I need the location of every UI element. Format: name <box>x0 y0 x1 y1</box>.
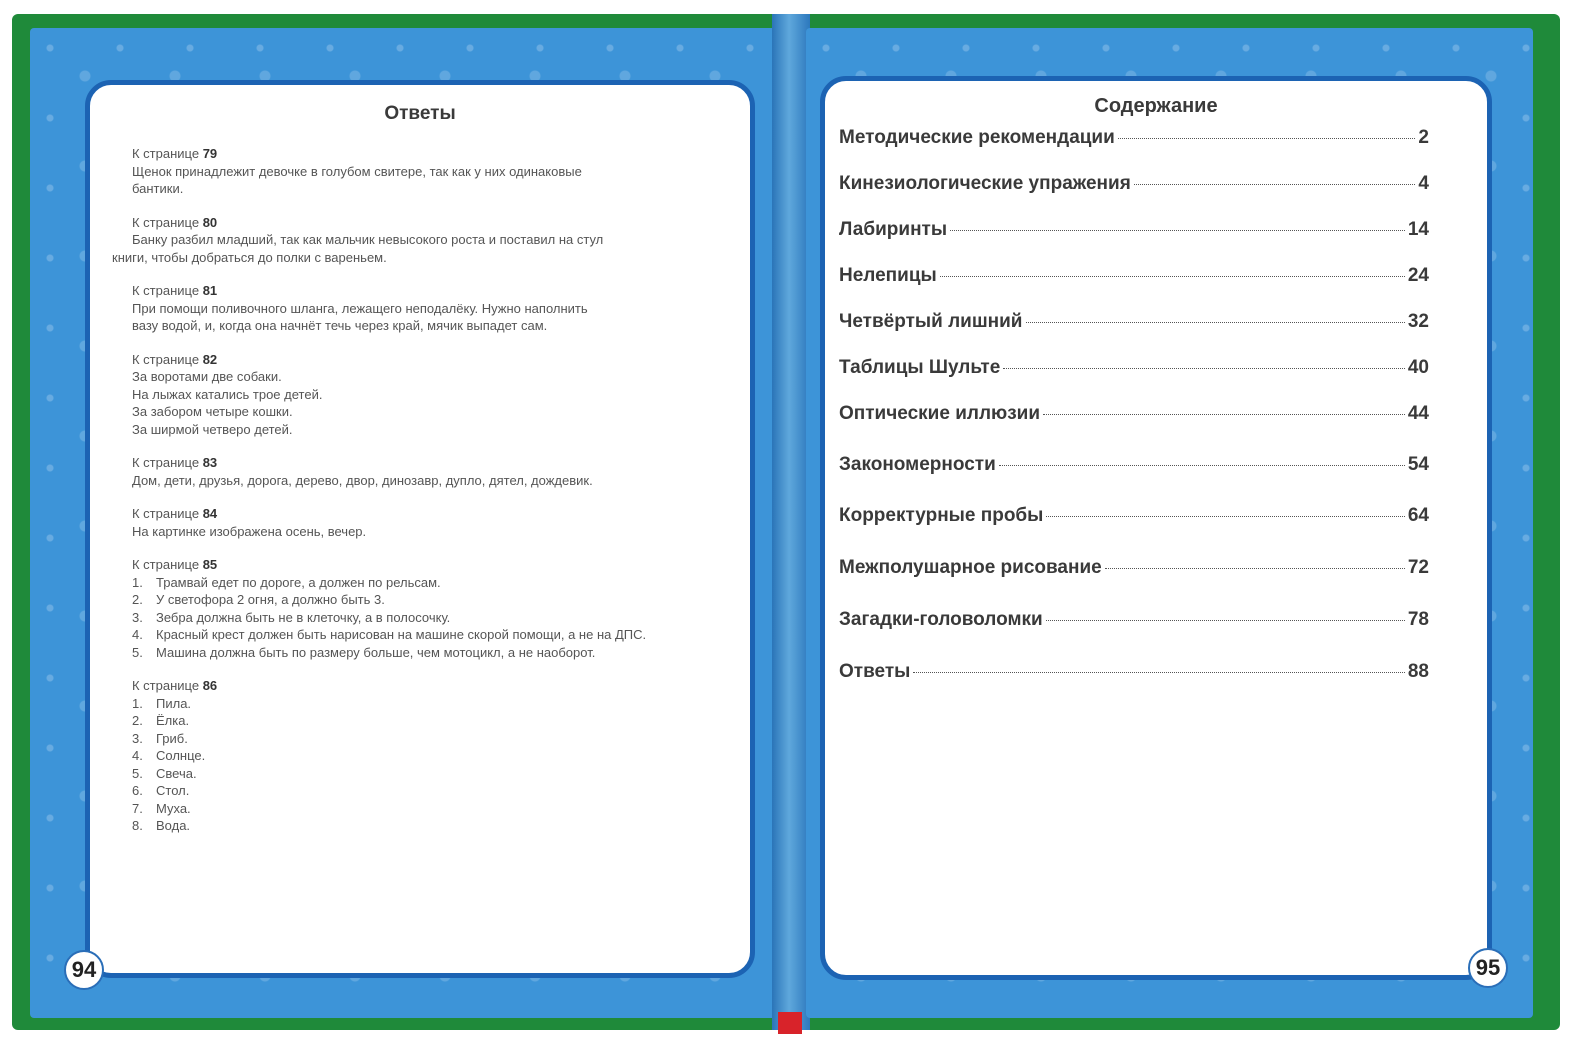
answer-line: За забором четыре кошки. <box>132 404 293 419</box>
answer-item-text: Стол. <box>156 783 190 798</box>
toc-dot-leader <box>950 230 1405 231</box>
toc-dot-leader <box>1134 184 1416 185</box>
toc-item-page: 54 <box>1407 454 1429 475</box>
answer-item-number: 5. <box>132 765 143 781</box>
answer-heading-label: К странице <box>132 678 203 693</box>
answers-title: Ответы <box>384 103 456 124</box>
answer-heading-page: 86 <box>202 678 218 693</box>
toc-dot-leader <box>1118 138 1416 139</box>
answer-item-text: Ёлка. <box>156 713 190 728</box>
toc-item-page: 40 <box>1407 357 1429 378</box>
answer-line: На лыжах катались трое детей. <box>132 386 323 402</box>
answer-heading <box>132 677 742 695</box>
toc-item-title: Закономерности <box>839 454 996 475</box>
answer-line: книги, чтобы добраться до полки с вареньем. <box>112 249 387 265</box>
answer-item-number: 7. <box>132 800 143 816</box>
answer-heading-label: К странице <box>132 283 203 298</box>
answer-item-number: 3. <box>132 730 143 746</box>
toc-item-title: Корректурные пробы <box>839 505 1044 526</box>
answer-line: При помощи поливочного шланга, лежащего неподалёку. Нужно наполнить <box>132 300 588 316</box>
right-page <box>806 28 1533 1018</box>
answer-list-item <box>132 644 742 662</box>
answer-line: Дом, дети, друзья, дорога, дерево, двор, динозавр, дупло, дятел, дождевик. <box>132 472 593 488</box>
toc-item-title: Методические рекомендации <box>839 127 1115 148</box>
toc-item[interactable] <box>839 311 1429 333</box>
toc-dot-leader <box>1043 414 1405 415</box>
toc-item-page: 64 <box>1407 505 1429 526</box>
answer-heading-label: К странице <box>132 146 203 161</box>
toc-item-title: Межполушарное рисование <box>839 557 1102 578</box>
toc-item-title: Ответы <box>839 661 911 682</box>
answer-line: За воротами две собаки. <box>132 369 282 384</box>
answer-heading-page: 82 <box>202 351 218 367</box>
toc-item-title: Оптические иллюзии <box>839 403 1041 424</box>
answer-line: вазу водой, и, когда она начнёт течь через край, мячик выпадет сам. <box>132 318 548 333</box>
answer-list-item <box>132 765 742 783</box>
toc-dot-leader <box>1046 620 1405 621</box>
answer-item-number: 4. <box>132 627 143 642</box>
answer-item-text: Солнце. <box>156 748 206 763</box>
answer-list-item <box>132 591 742 609</box>
toc-dot-leader <box>1003 368 1405 369</box>
answer-heading <box>132 282 742 300</box>
toc-item[interactable] <box>839 265 1429 287</box>
toc-item-page: 2 <box>1418 127 1429 148</box>
toc-item[interactable] <box>839 219 1429 241</box>
answer-heading-page: 85 <box>202 557 218 572</box>
toc-item-title: Нелепицы <box>839 265 937 286</box>
answer-heading-label: К странице <box>132 214 203 230</box>
toc-item-page: 72 <box>1407 557 1429 578</box>
answer-line: За ширмой четверо детей. <box>132 421 293 437</box>
toc-dot-leader <box>1046 516 1404 517</box>
answer-list-item <box>132 609 742 627</box>
answer-item-number: 1. <box>132 695 143 711</box>
toc-item[interactable] <box>839 403 1429 425</box>
page-number-left: 94 <box>64 950 104 990</box>
toc-item[interactable] <box>839 173 1429 195</box>
toc-dot-leader <box>1026 322 1405 323</box>
answer-line: Щенок принадлежит девочке в голубом свитере, так как у них одинаковые <box>132 163 582 179</box>
toc-item[interactable] <box>839 127 1429 149</box>
bookmark-ribbon <box>778 1012 802 1034</box>
contents-title: Содержание <box>1094 95 1218 117</box>
answer-heading-label: К странице <box>132 557 203 572</box>
answer-item-number: 5. <box>132 644 143 660</box>
answer-heading <box>132 214 742 232</box>
answer-block <box>132 556 742 661</box>
answer-heading <box>132 556 742 574</box>
toc-item-page: 24 <box>1407 265 1429 286</box>
answer-item-text: Пила. <box>156 695 192 711</box>
answer-block <box>132 505 742 540</box>
toc-dot-leader <box>1105 568 1405 569</box>
toc-item[interactable] <box>839 557 1429 579</box>
toc-item[interactable] <box>839 609 1429 631</box>
answer-item-number: 4. <box>132 748 143 763</box>
answer-list-item <box>132 626 742 644</box>
toc-item-page: 88 <box>1407 661 1429 682</box>
toc-item-title: Лабиринты <box>839 219 948 240</box>
answer-item-text: Гриб. <box>156 730 188 746</box>
answer-item-number: 6. <box>132 783 143 798</box>
answer-list-item <box>132 730 742 748</box>
toc-dot-leader <box>913 672 1404 673</box>
answer-item-text: Муха. <box>156 800 191 816</box>
answer-item-number: 1. <box>132 574 143 590</box>
answer-line: На картинке изображена осень, вечер. <box>132 523 367 539</box>
answer-heading <box>132 351 742 369</box>
answer-item-text: Зебра должна быть не в клеточку, а в полосочку. <box>156 609 451 625</box>
answer-heading-label: К странице <box>132 455 203 470</box>
answer-heading <box>132 505 742 523</box>
answer-item-number: 2. <box>132 713 143 728</box>
answer-line: бантики. <box>132 181 184 196</box>
toc-item-title: Таблицы Шульте <box>839 357 1001 378</box>
answer-item-text: Трамвай едет по дороге, а должен по рельсам. <box>156 574 441 590</box>
answer-list-item <box>132 782 742 800</box>
answer-heading <box>132 145 742 163</box>
answer-list-item <box>132 817 742 835</box>
toc-dot-leader <box>940 276 1405 277</box>
answers-panel <box>85 80 755 978</box>
toc-dot-leader <box>999 465 1405 466</box>
answer-block <box>132 677 742 835</box>
toc-item-page: 32 <box>1407 311 1429 332</box>
answer-heading-page: 81 <box>202 283 218 298</box>
answer-block <box>132 282 742 335</box>
answer-heading-page: 80 <box>202 214 218 230</box>
answer-item-text: У светофора 2 огня, а должно быть 3. <box>156 592 385 607</box>
answer-heading-page: 84 <box>202 506 218 521</box>
toc-item-title: Кинезиологические упражения <box>839 173 1131 194</box>
answer-item-text: Машина должна быть по размеру больше, чем мотоцикл, а не наоборот. <box>156 644 596 660</box>
answer-block <box>112 214 742 267</box>
answer-heading-label: К странице <box>132 351 203 367</box>
answer-item-text: Вода. <box>156 818 191 833</box>
answer-block <box>132 454 742 489</box>
page-number-right: 95 <box>1468 948 1508 988</box>
answer-list-item <box>132 712 742 730</box>
answer-line: Банку разбил младший, так как мальчик невысокого роста и поставил на стул <box>132 232 604 247</box>
answer-item-number: 2. <box>132 592 143 607</box>
answer-item-number: 8. <box>132 818 143 833</box>
toc-item[interactable] <box>839 357 1429 379</box>
answer-heading-page: 83 <box>202 455 218 470</box>
contents-panel <box>820 76 1492 980</box>
toc-item-title: Четвёртый лишний <box>839 311 1023 332</box>
answer-list-item <box>132 800 742 818</box>
toc-item[interactable] <box>839 661 1429 683</box>
answer-item-number: 3. <box>132 609 143 625</box>
answer-item-text: Свеча. <box>156 765 197 781</box>
toc-item-page: 14 <box>1407 219 1429 240</box>
left-page <box>30 28 776 1018</box>
answer-heading <box>132 454 742 472</box>
answer-item-text: Красный крест должен быть нарисован на машине скорой помощи, а не на ДПС. <box>156 627 647 642</box>
toc-item[interactable] <box>839 454 1429 476</box>
answer-list-item <box>132 574 742 592</box>
toc-item-page: 44 <box>1407 403 1429 424</box>
toc-item[interactable] <box>839 505 1429 527</box>
answer-block <box>132 145 742 198</box>
answer-heading-label: К странице <box>132 506 203 521</box>
answer-block <box>132 351 742 439</box>
answers-list <box>112 145 742 851</box>
answer-list-item <box>132 695 742 713</box>
answer-heading-page: 79 <box>202 146 218 161</box>
book-spine <box>772 14 810 1030</box>
toc-item-page: 4 <box>1418 173 1429 194</box>
toc-item-page: 78 <box>1407 609 1429 630</box>
toc-item-title: Загадки-головоломки <box>839 609 1043 630</box>
answer-list-item <box>132 747 742 765</box>
